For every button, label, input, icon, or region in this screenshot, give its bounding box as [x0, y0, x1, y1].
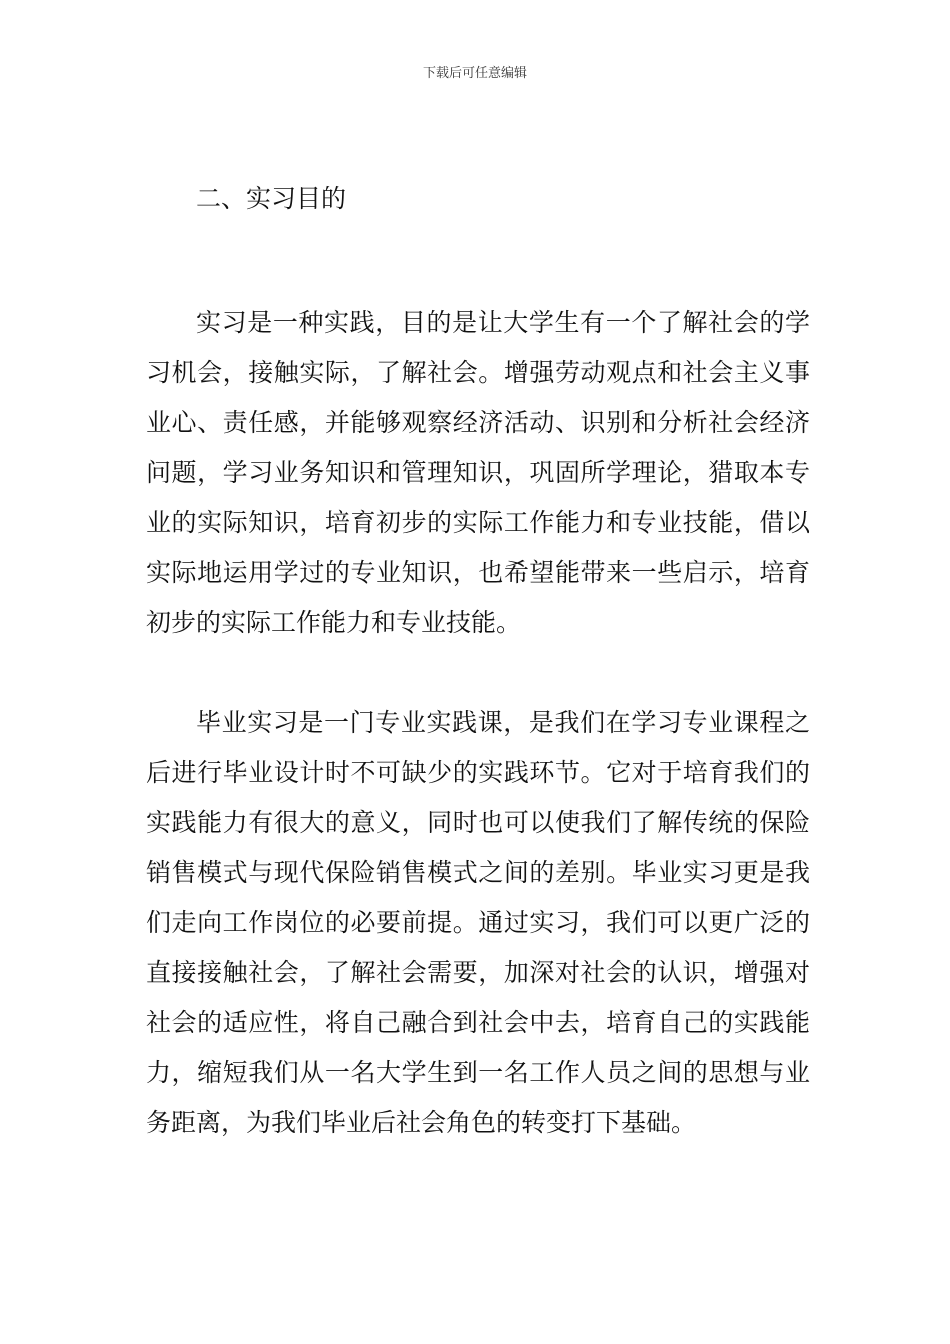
document-body [146, 178, 810, 1148]
paragraph-graduation-internship: 毕业实习是一门专业实践课，是我们在学习专业课程之后进行毕业设计时不可缺少的实践环节。它对于培育我们的实践能力有很大的意义，同时也可以使我们了解传统的保险销售模式与现代保险销售模式之间的差别。毕业实习更是我们走向工作岗位的必要前提。通过实习，我们可以更广泛的直接接触社会，了解社会需要，加深对社会的认识，增强对社会的适应性，将自己融合到社会中去，培育自己的实践能力，缩短我们从一名大学生到一名工作人员之间的思想与业务距离，为我们毕业后社会角色的转变打下基础。 [146, 708, 810, 1137]
page-header: 下载后可任意编辑 [422, 66, 527, 81]
section-heading: 二、实习目的 [196, 184, 347, 213]
paragraph-internship-purpose: 实习是一种实践，目的是让大学生有一个了解社会的学习机会，接触实际，了解社会。增强劳动观点和社会主义事业心、责任感，并能够观察经济活动、识别和分析社会经济问题，学习业务知识和管理知识，巩固所学理论，猎取本专业的实际知识，培育初步的实际工作能力和专业技能，借以实际地运用学过的专业知识，也希望能带来一些启示，培育初步的实际工作能力和专业技能。 [146, 308, 810, 637]
